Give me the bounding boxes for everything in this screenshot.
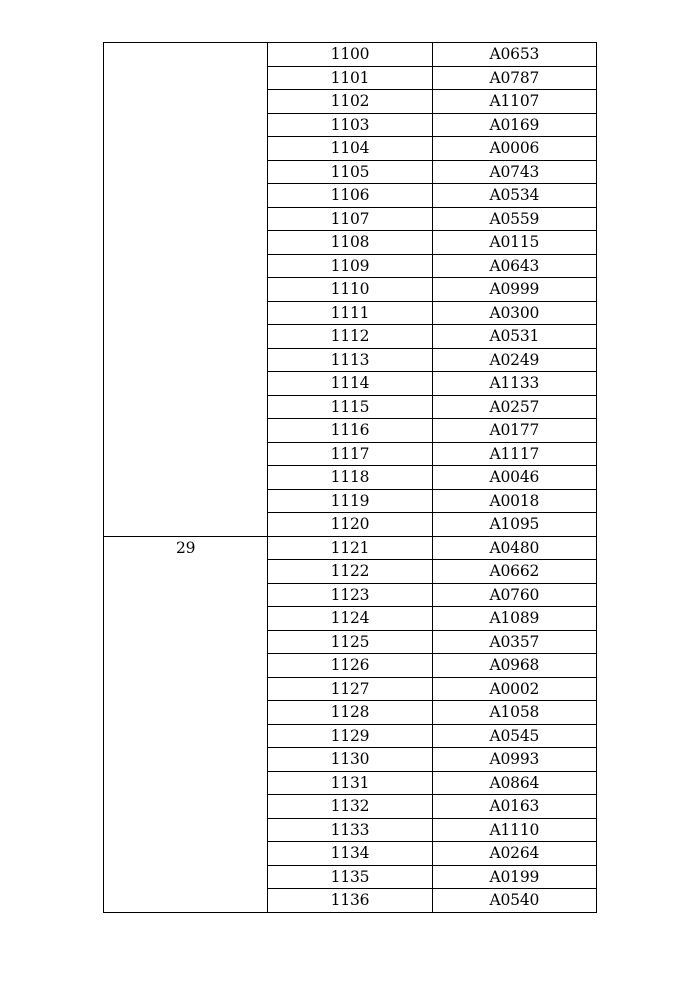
number-cell: 1110	[268, 278, 432, 302]
number-cell: 1124	[268, 607, 432, 631]
number-cell: 1106	[268, 184, 432, 208]
code-cell: A1058	[432, 701, 596, 725]
code-cell: A0249	[432, 348, 596, 372]
code-cell: A0993	[432, 748, 596, 772]
code-cell: A1110	[432, 818, 596, 842]
code-cell: A0357	[432, 630, 596, 654]
number-cell: 1118	[268, 466, 432, 490]
number-cell: 1111	[268, 301, 432, 325]
code-cell: A0540	[432, 889, 596, 913]
code-cell: A0531	[432, 325, 596, 349]
group-label-cell	[104, 43, 268, 537]
code-cell: A0534	[432, 184, 596, 208]
number-cell: 1100	[268, 43, 432, 67]
code-cell: A0559	[432, 207, 596, 231]
code-cell: A0864	[432, 771, 596, 795]
number-cell: 1112	[268, 325, 432, 349]
code-cell: A0545	[432, 724, 596, 748]
number-cell: 1130	[268, 748, 432, 772]
code-cell: A0264	[432, 842, 596, 866]
number-cell: 1107	[268, 207, 432, 231]
number-cell: 1122	[268, 560, 432, 584]
number-cell: 1102	[268, 90, 432, 114]
code-cell: A0999	[432, 278, 596, 302]
number-cell: 1126	[268, 654, 432, 678]
code-cell: A0300	[432, 301, 596, 325]
number-cell: 1104	[268, 137, 432, 161]
code-cell: A0662	[432, 560, 596, 584]
code-cell: A1107	[432, 90, 596, 114]
code-cell: A0046	[432, 466, 596, 490]
code-cell: A0018	[432, 489, 596, 513]
code-cell: A0760	[432, 583, 596, 607]
number-cell: 1101	[268, 66, 432, 90]
code-cell: A0653	[432, 43, 596, 67]
code-cell: A0006	[432, 137, 596, 161]
group-label-cell: 29	[104, 536, 268, 912]
code-cell: A0199	[432, 865, 596, 889]
code-cell: A0787	[432, 66, 596, 90]
number-cell: 1133	[268, 818, 432, 842]
number-cell: 1125	[268, 630, 432, 654]
number-cell: 1127	[268, 677, 432, 701]
number-cell: 1113	[268, 348, 432, 372]
number-cell: 1135	[268, 865, 432, 889]
number-cell: 1108	[268, 231, 432, 255]
assignment-table	[103, 42, 597, 913]
number-cell: 1123	[268, 583, 432, 607]
number-cell: 1129	[268, 724, 432, 748]
code-cell: A0743	[432, 160, 596, 184]
number-cell: 1115	[268, 395, 432, 419]
code-cell: A1133	[432, 372, 596, 396]
number-cell: 1105	[268, 160, 432, 184]
code-cell: A0169	[432, 113, 596, 137]
number-cell: 1134	[268, 842, 432, 866]
code-cell: A1095	[432, 513, 596, 537]
code-cell: A1089	[432, 607, 596, 631]
number-cell: 1119	[268, 489, 432, 513]
code-cell: A1117	[432, 442, 596, 466]
table-row	[104, 536, 597, 560]
code-cell: A0177	[432, 419, 596, 443]
code-cell: A0968	[432, 654, 596, 678]
number-cell: 1136	[268, 889, 432, 913]
number-cell: 1114	[268, 372, 432, 396]
code-cell: A0115	[432, 231, 596, 255]
number-cell: 1116	[268, 419, 432, 443]
code-cell: A0480	[432, 536, 596, 560]
table-body	[104, 43, 597, 913]
code-cell: A0163	[432, 795, 596, 819]
number-cell: 1131	[268, 771, 432, 795]
number-cell: 1132	[268, 795, 432, 819]
number-cell: 1128	[268, 701, 432, 725]
number-cell: 1117	[268, 442, 432, 466]
code-cell: A0002	[432, 677, 596, 701]
table-row	[104, 43, 597, 67]
code-cell: A0257	[432, 395, 596, 419]
number-cell: 1121	[268, 536, 432, 560]
number-cell: 1103	[268, 113, 432, 137]
code-cell: A0643	[432, 254, 596, 278]
number-cell: 1109	[268, 254, 432, 278]
number-cell: 1120	[268, 513, 432, 537]
